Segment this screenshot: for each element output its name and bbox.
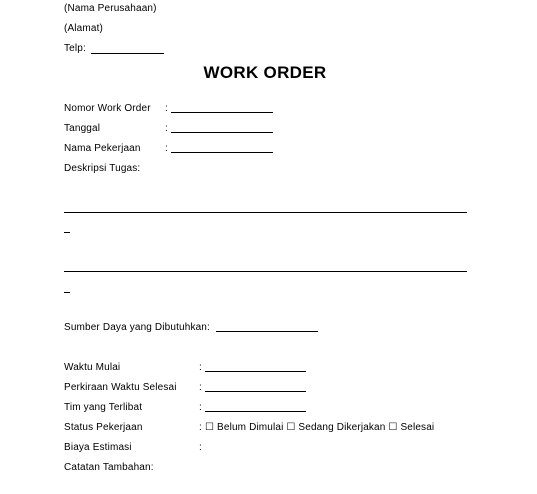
tim-terlibat-label: Tim yang Terlibat: [64, 402, 143, 413]
nama-pekerjaan-label: Nama Pekerjaan: [64, 143, 141, 154]
sumber-daya-label: Sumber Daya yang Dibutuhkan:: [64, 322, 210, 333]
biaya-estimasi-label: Biaya Estimasi: [64, 442, 132, 453]
tanggal-line[interactable]: [171, 132, 273, 133]
phone-label: Telp:: [64, 43, 86, 54]
status-separator: :: [199, 422, 202, 433]
status-options[interactable]: ☐ Belum Dimulai ☐ Sedang Dikerjakan ☐ Selesai: [205, 422, 435, 433]
phone-field-line[interactable]: [91, 53, 164, 54]
nomor-work-order-label: Nomor Work Order: [64, 103, 151, 114]
deskripsi-line-1[interactable]: [64, 212, 467, 213]
deskripsi-line-2[interactable]: [64, 271, 467, 272]
waktu-mulai-line[interactable]: [205, 371, 306, 372]
mulai-separator: :: [199, 362, 202, 373]
deskripsi-dash-1: [64, 232, 70, 233]
company-name: (Nama Perusahaan): [64, 3, 157, 14]
sumber-daya-line[interactable]: [216, 331, 318, 332]
tim-separator: :: [199, 402, 202, 413]
biaya-separator: :: [199, 442, 202, 453]
nama-separator: :: [165, 143, 168, 154]
catatan-tambahan-label: Catatan Tambahan:: [64, 462, 154, 473]
deskripsi-tugas-label: Deskripsi Tugas:: [64, 163, 141, 174]
tim-terlibat-line[interactable]: [205, 411, 306, 412]
waktu-mulai-label: Waktu Mulai: [64, 362, 121, 373]
company-address: (Alamat): [64, 23, 103, 34]
selesai-separator: :: [199, 382, 202, 393]
nomor-separator: :: [165, 103, 168, 114]
status-pekerjaan-label: Status Pekerjaan: [64, 422, 143, 433]
tanggal-label: Tanggal: [64, 123, 101, 134]
perkiraan-selesai-line[interactable]: [205, 391, 306, 392]
nama-pekerjaan-line[interactable]: [171, 152, 273, 153]
nomor-work-order-line[interactable]: [171, 112, 273, 113]
deskripsi-dash-2: [64, 292, 70, 293]
page-title: WORK ORDER: [203, 63, 327, 82]
perkiraan-selesai-label: Perkiraan Waktu Selesai: [64, 382, 177, 393]
tanggal-separator: :: [165, 123, 168, 134]
